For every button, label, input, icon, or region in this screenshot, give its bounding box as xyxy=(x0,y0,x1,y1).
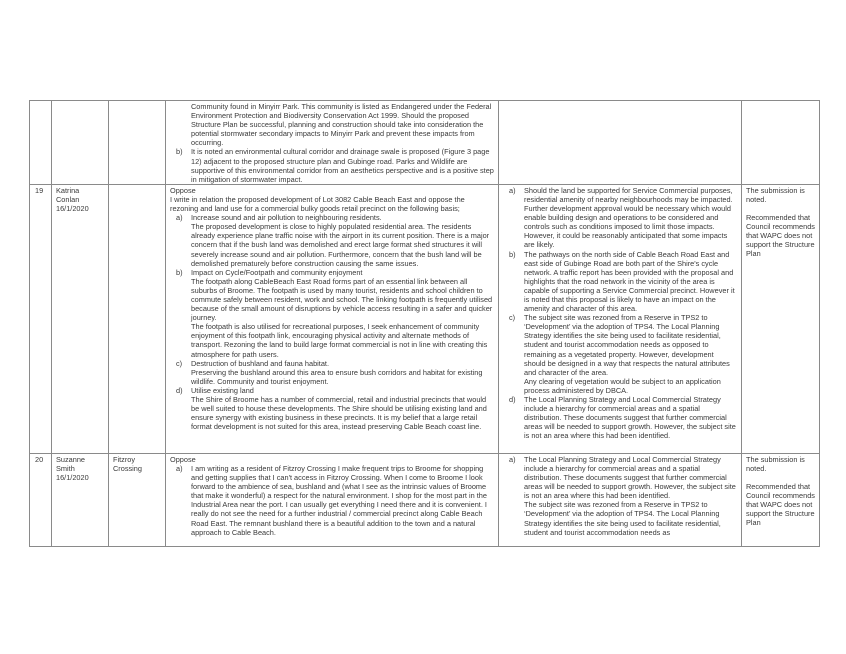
submission-item xyxy=(170,268,494,359)
recommendation-note: The submission is noted. xyxy=(746,185,805,204)
table-row xyxy=(30,101,820,185)
submission-cell xyxy=(166,184,499,453)
response-cell xyxy=(499,453,742,546)
submission-item xyxy=(170,102,494,147)
item-label: c) xyxy=(176,358,183,368)
submission-intro: I write in relation the proposed development of Lot 3082 Cable Beach East and oppose the rezoning and land use for a commercial bulky goods retail precinct on the following basis; xyxy=(170,194,465,214)
submitter-first-name: Suzanne xyxy=(56,454,85,464)
item-label: a) xyxy=(176,463,183,473)
recommendation-text: Recommended that Council recommends that WAPC does not support the Structure Plan xyxy=(746,482,815,528)
item-label: b) xyxy=(509,249,516,259)
item-paragraph: The pathways on the north side of Cable Beach Road East and east side of Gubinge Road are both part of the Shire's cycle network. A traffic report has been provided with the proposal and highlights that the road network in the vicinity of the area is capable of supporting a Service Commercial precinct. However it is noted that this proposal is likely to have an impact on the amenity and character of this area. xyxy=(524,249,735,314)
item-paragraph: I am writing as a resident of Fitzroy Crossing I make frequent trips to Broome for shopping and getting supplies that I can't access in Fitzroy Crossing. When I come to Broome I look forward to the ambience of sea, bushland and (what I see as the intrinsic values of Broome that make it wonderful) a respect for the natural environment. I shop for the most part in the Industrial Area near the port. I can usually get everything I need there and it is convenient. I really do not see the need for a further industrial / commercial precinct along Cable Beach Road East. The remnant bushland there is a beautiful addition to the town and a natural approach to Cable Beach. xyxy=(191,463,487,537)
recommendation-cell xyxy=(742,453,820,546)
recommendation-cell xyxy=(742,101,820,185)
item-paragraph: The footpath along CableBeach East Road forms part of an essential link between all suburbs of Broome. The footpath is used by many tourist, residents and school children to commute safely between resident, work and school. The linking footpath is frequently utilised because of the small amount of disruptions by vehicle access resulting in a safer and quicker journey. xyxy=(191,276,493,323)
submission-number: 20 xyxy=(30,453,52,546)
item-paragraph: Any clearing of vegetation would be subject to an application process administered by DBCA. xyxy=(524,376,721,395)
submitter-cell xyxy=(52,101,109,185)
item-paragraph: The subject site was rezoned from a Reserve in TPS2 to ‘Development’ via the adoption of TPS4. The Local Planning Strategy identifies the site being used to facilitate residential, student and tourist accommodation needs as opposed to remaining as a vegetated property. However, development should be designed in a way that respects the natural attributes and character of the area. xyxy=(524,313,730,377)
response-item xyxy=(503,313,737,395)
submission-number xyxy=(30,101,52,185)
item-paragraph: The Shire of Broome has a number of commercial, retail and industrial precincts that would be well suited to house these developments. The Shire should be utilising existing land and ensure synergy with existing business in these precincts. It is my belief that a large retail format development is not suited for this area, instead preserving Cable Beach coast line. xyxy=(191,395,487,432)
submission-position: Oppose xyxy=(170,454,196,464)
submitter-last-name: Conlan xyxy=(56,194,80,204)
item-heading: Increase sound and air pollution to neighbouring residents. xyxy=(191,213,382,223)
submission-item xyxy=(170,147,494,183)
location-cell xyxy=(109,184,166,453)
item-paragraph: It is noted an environmental cultural corridor and drainage swale is proposed (Figure 3 page 12) adjacent to the proposed structure plan and Gubinge road. Parks and Wildlife are supportive of this environmental corridor from an aesthetics perspective and is a positive step in mitigation of stormwater impact. xyxy=(191,147,494,184)
location-cell: Fitzroy Crossing xyxy=(109,453,166,546)
submission-item xyxy=(170,213,494,268)
item-label: b) xyxy=(176,267,183,277)
item-label xyxy=(170,102,191,147)
recommendation-cell xyxy=(742,184,820,453)
submission-item xyxy=(170,386,494,431)
item-label: a) xyxy=(509,185,516,195)
item-heading: Utilise existing land xyxy=(191,385,254,395)
table-row xyxy=(30,453,820,546)
item-label: b) xyxy=(176,147,183,157)
submission-item xyxy=(170,359,494,386)
submitter-cell xyxy=(52,184,109,453)
item-label: d) xyxy=(176,385,183,395)
item-label: a) xyxy=(176,213,183,223)
item-heading: Impact on Cycle/Footpath and community enjoyment xyxy=(191,267,363,277)
table-row xyxy=(30,184,820,453)
submission-cell xyxy=(166,101,499,185)
item-label: c) xyxy=(509,313,516,323)
item-paragraph: The footpath is also utilised for recreational purposes, I seek enhancement of community enjoyment of this footpath link, encouraging physical activity and alternate methods of transport. Rezoning the land to build large format commercial is not in line with creating this atmosphere for path users. xyxy=(191,322,488,359)
item-paragraph: Should the land be supported for Service Commercial purposes, residential amenity of nearby neighbourhoods may be impacted. Further development approval would be necessary which would enable building design and operations to be considered and controls such as conditions imposed to limit those impacts. However, it could be reasonably anticipated that some impacts are likely. xyxy=(524,185,733,250)
item-label: d) xyxy=(509,395,516,404)
submitter-last-name: Smith xyxy=(56,463,75,473)
item-paragraph: Community found in Minyirr Park. This community is listed as Endangered under the Federal Environment Protection and Biodiversity Conservation Act 1999. Should the proposed Structure Plan be successful, planning and construction should take into consideration the potential stormwater secondary impacts to Minyirr Park and prevent these impacts from occurring. xyxy=(191,102,492,148)
response-item xyxy=(503,250,737,314)
response-cell xyxy=(499,101,742,185)
item-paragraph: The proposed development is close to highly populated residential area. The residents already experience plane traffic noise with the airport in its current position. There is a major concern that if the bush land was demolished and erect large format shed structures it will severely increase sound and air pollution. Furthermore, concern that the bush land will be demolished prematurely before construction causing the same issues. xyxy=(191,222,490,268)
submission-cell xyxy=(166,453,499,546)
recommendation-note: The submission is noted. xyxy=(746,454,805,473)
location-cell xyxy=(109,101,166,185)
response-item xyxy=(503,395,737,440)
submission-date: 16/1/2020 xyxy=(56,204,89,214)
item-paragraph: Preserving the bushland around this area to ensure bush corridors and habitat for existing wildlife. Community and tourist enjoyment. xyxy=(191,367,483,386)
response-item xyxy=(503,455,737,537)
submission-position: Oppose xyxy=(170,185,196,195)
submitter-first-name: Katrina xyxy=(56,185,80,195)
response-item xyxy=(503,186,737,250)
submission-date: 16/1/2020 xyxy=(56,473,89,483)
item-paragraph: The Local Planning Strategy and Local Commercial Strategy include a hierarchy for commercial areas and a spatial distribution. These documents suggest that further commercial areas will be needed to support growth. However, the subject site is not an area where this had been identified. xyxy=(524,454,736,501)
item-paragraph: The subject site was rezoned from a Reserve in TPS2 to ‘Development’ via the adoption of TPS4. The Local Planning Strategy identifies the site being used to facilitate residential, student and tourist accommodation needs as xyxy=(524,500,721,537)
item-paragraph: The Local Planning Strategy and Local Commercial Strategy include a hierarchy for commercial areas and a spatial distribution. These documents suggest that further commercial areas will be needed to support growth. However, the subject site is not an area where this had been identified. xyxy=(524,395,736,441)
submissions-table xyxy=(29,100,820,547)
submission-item xyxy=(170,464,494,537)
response-cell xyxy=(499,184,742,453)
recommendation-text: Recommended that Council recommends that WAPC does not support the Structure Plan xyxy=(746,213,815,259)
submission-number: 19 xyxy=(30,184,52,453)
item-heading: Destruction of bushland and fauna habitat. xyxy=(191,358,329,368)
item-label: a) xyxy=(509,454,516,464)
submitter-cell xyxy=(52,453,109,546)
